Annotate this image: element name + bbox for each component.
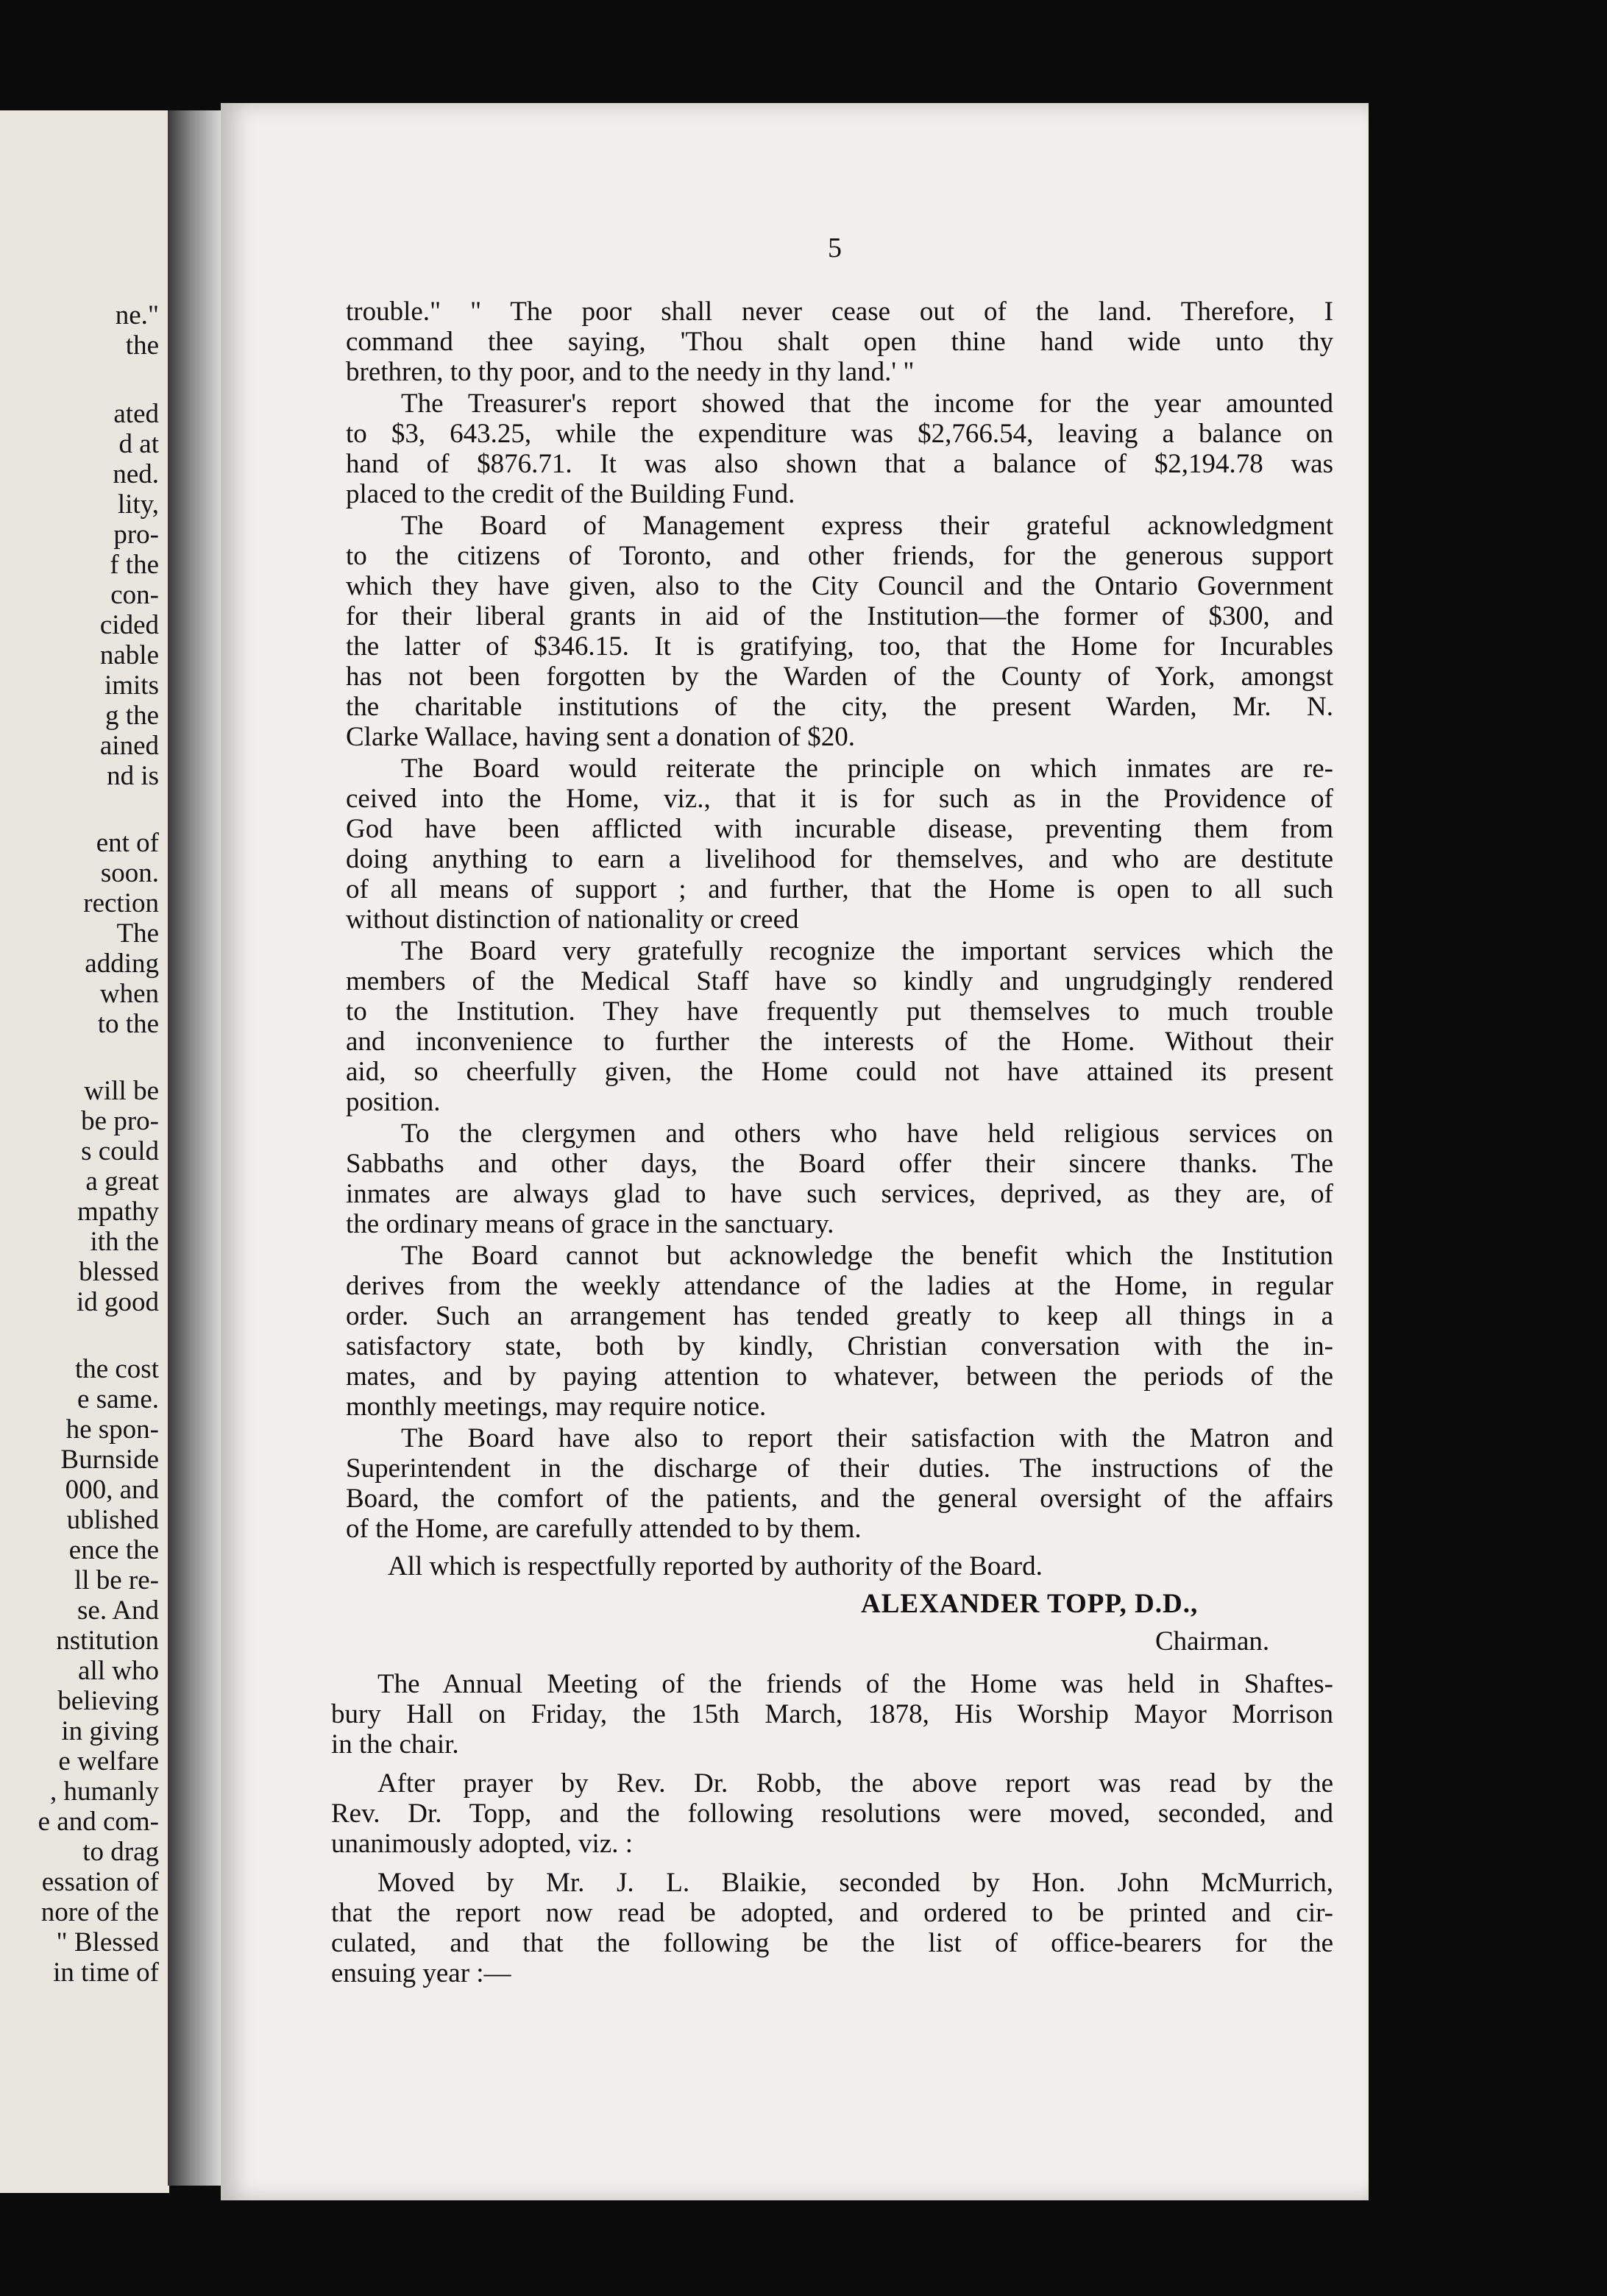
left-page-line: imits	[104, 670, 159, 701]
left-page-line: be pro-	[81, 1106, 159, 1136]
left-page-line: , humanly	[50, 1776, 159, 1807]
left-page-line: believing	[57, 1686, 159, 1716]
left-page-line: when	[99, 979, 159, 1009]
left-page-line: all who	[78, 1656, 159, 1686]
left-page-line: soon.	[100, 858, 159, 888]
left-page-line: " Blessed	[56, 1927, 159, 1957]
left-page-line: ned.	[113, 459, 159, 489]
text-line: satisfactory state, both by kindly, Christian conversation with the in-	[346, 1331, 1333, 1361]
left-page	[0, 110, 169, 2193]
text-line: which they have given, also to the City Council and the Ontario Government	[346, 571, 1333, 601]
text-line: that the report now read be adopted, and ordered to be printed and cir-	[331, 1898, 1333, 1928]
left-page-line: g the	[105, 701, 159, 731]
text-line: to the Institution. They have frequently put themselves to much trouble	[346, 996, 1333, 1027]
left-page-line: s could	[81, 1136, 159, 1166]
text-line: the ordinary means of grace in the sanctuary.	[346, 1209, 834, 1239]
left-page-line: ained	[99, 731, 159, 761]
left-page-line: ith the	[90, 1227, 159, 1257]
text-line: doing anything to earn a livelihood for themselves, and who are destitute	[346, 844, 1333, 874]
text-line: of all means of support ; and further, that the Home is open to all such	[346, 874, 1333, 904]
left-page-line: d at	[118, 429, 159, 459]
left-page-line: se. And	[77, 1595, 159, 1626]
left-page-line: The	[116, 918, 159, 949]
left-page-line: e same.	[77, 1384, 159, 1414]
left-page-line: in time of	[53, 1957, 159, 1988]
text-line: bury Hall on Friday, the 15th March, 1878, His Worship Mayor Morrison	[331, 1699, 1333, 1729]
text-line: aid, so cheerfully given, the Home could not have attained its present	[346, 1057, 1333, 1087]
left-page-line: nable	[99, 640, 159, 670]
left-page-line: the	[125, 330, 159, 361]
text-line: The Annual Meeting of the friends of the Home was held in Shaftes-	[377, 1669, 1333, 1699]
text-line: Sabbaths and other days, the Board offer their sincere thanks. The	[346, 1149, 1333, 1179]
text-line: the charitable institutions of the city, the present Warden, Mr. N.	[346, 692, 1333, 722]
text-line: unanimously adopted, viz. :	[331, 1829, 634, 1859]
left-page-line: he spon-	[65, 1414, 159, 1445]
text-line: The Board cannot but acknowledge the benefit which the Institution	[401, 1241, 1333, 1271]
text-line: ceived into the Home, viz., that it is for such as in the Providence of	[346, 784, 1333, 814]
text-line: ensuing year :—	[331, 1958, 511, 1988]
left-page-line: ent of	[96, 828, 159, 858]
text-line: members of the Medical Staff have so kindly and ungrudgingly rendered	[346, 966, 1333, 996]
text-line: Superintendent in the discharge of their duties. The instructions of the	[346, 1453, 1333, 1484]
left-page-line: in giving	[61, 1716, 159, 1746]
text-line: The Board have also to report their satisfaction with the Matron and	[401, 1423, 1333, 1453]
left-page-line: lity,	[117, 489, 159, 520]
text-line: position.	[346, 1087, 441, 1117]
text-line: for their liberal grants in aid of the Institution—the former of $300, and	[346, 601, 1333, 631]
text-line: of the Home, are carefully attended to by them.	[346, 1514, 862, 1544]
text-line: the latter of $346.15. It is gratifying, too, that the Home for Incurables	[346, 631, 1333, 662]
text-line: derives from the weekly attendance of the ladies at the Home, in regular	[346, 1271, 1333, 1301]
left-page-line: nd is	[107, 761, 159, 791]
left-page-line: ated	[113, 399, 159, 429]
text-line: The Board of Management express their grateful acknowledgment	[401, 511, 1333, 541]
text-line: to $3, 643.25, while the expenditure was $2,766.54, leaving a balance on	[346, 419, 1333, 449]
text-line: To the clergymen and others who have held religious services on	[401, 1119, 1333, 1149]
text-line: to the citizens of Toronto, and other friends, for the generous support	[346, 541, 1333, 571]
text-line: culated, and that the following be the list of office-bearers for the	[331, 1928, 1333, 1958]
left-page-line: the cost	[74, 1354, 159, 1384]
text-line: Rev. Dr. Topp, and the following resolutions were moved, seconded, and	[331, 1799, 1333, 1829]
text-line: command thee saying, 'Thou shalt open thine hand wide unto thy	[346, 327, 1333, 357]
left-page-line: blessed	[79, 1257, 159, 1287]
text-line: brethren, to thy poor, and to the needy in thy land.' "	[346, 357, 915, 387]
text-line: All which is respectfully reported by authority of the Board.	[388, 1551, 1043, 1581]
text-line: has not been forgotten by the Warden of the County of York, amongst	[346, 662, 1333, 692]
left-page-line: adding	[85, 949, 159, 979]
text-line: The Treasurer's report showed that the income for the year amounted	[401, 389, 1333, 419]
left-page-line: a great	[85, 1166, 159, 1197]
left-page-line: essation of	[41, 1867, 159, 1897]
text-line: The Board would reiterate the principle on which inmates are re-	[401, 754, 1333, 784]
left-page-line: nstitution	[56, 1626, 159, 1656]
text-line: Moved by Mr. J. L. Blaikie, seconded by Hon. John McMurrich,	[377, 1868, 1333, 1898]
left-page-line: ne."	[115, 300, 159, 330]
left-page-line: id good	[76, 1287, 159, 1317]
left-page-line: will be	[84, 1076, 159, 1106]
left-page-line: ll be re-	[74, 1565, 159, 1595]
text-line: trouble." " The poor shall never cease out of the land. Therefore, I	[346, 297, 1333, 327]
left-page-line: e and com-	[38, 1807, 159, 1837]
left-page-line: con-	[110, 580, 159, 610]
left-page-line: f the	[110, 550, 159, 580]
left-page-line: mpathy	[77, 1197, 159, 1227]
signature-title: Chairman.	[1155, 1626, 1270, 1657]
text-line: and inconvenience to further the interests of the Home. Without their	[346, 1027, 1333, 1057]
text-line: mates, and by paying attention to whatever, between the periods of the	[346, 1361, 1333, 1392]
left-page-line: Burnside	[60, 1445, 159, 1475]
left-page-line: e welfare	[58, 1746, 159, 1776]
text-line: After prayer by Rev. Dr. Robb, the above report was read by the	[377, 1768, 1333, 1799]
left-page-line: to drag	[82, 1837, 159, 1867]
left-page-line: ublished	[66, 1505, 159, 1535]
text-line: inmates are always glad to have such services, deprived, as they are, of	[346, 1179, 1333, 1209]
left-page-line: nore of the	[40, 1897, 159, 1927]
left-page-line: pro-	[113, 520, 159, 550]
text-line: God have been afflicted with incurable disease, preventing them from	[346, 814, 1333, 844]
text-line: order. Such an arrangement has tended greatly to keep all things in a	[346, 1301, 1333, 1331]
text-line: without distinction of nationality or creed	[346, 904, 799, 935]
left-page-line: to the	[97, 1009, 159, 1039]
text-line: hand of $876.71. It was also shown that a balance of $2,194.78 was	[346, 449, 1333, 479]
left-page-line: rection	[83, 888, 159, 918]
text-line: Board, the comfort of the patients, and the general oversight of the affairs	[346, 1484, 1333, 1514]
left-page-line: cided	[99, 610, 159, 640]
left-page-line: 000, and	[65, 1475, 159, 1505]
page-number: 5	[828, 233, 842, 263]
text-line: in the chair.	[331, 1729, 459, 1760]
text-line: monthly meetings, may require notice.	[346, 1392, 767, 1422]
left-page-line: ence the	[68, 1535, 159, 1565]
text-line: Clarke Wallace, having sent a donation of $20.	[346, 722, 855, 752]
text-line: The Board very gratefully recognize the important services which the	[401, 936, 1333, 966]
text-line: placed to the credit of the Building Fund.	[346, 479, 795, 509]
signature-name: ALEXANDER TOPP, D.D.,	[861, 1589, 1199, 1619]
